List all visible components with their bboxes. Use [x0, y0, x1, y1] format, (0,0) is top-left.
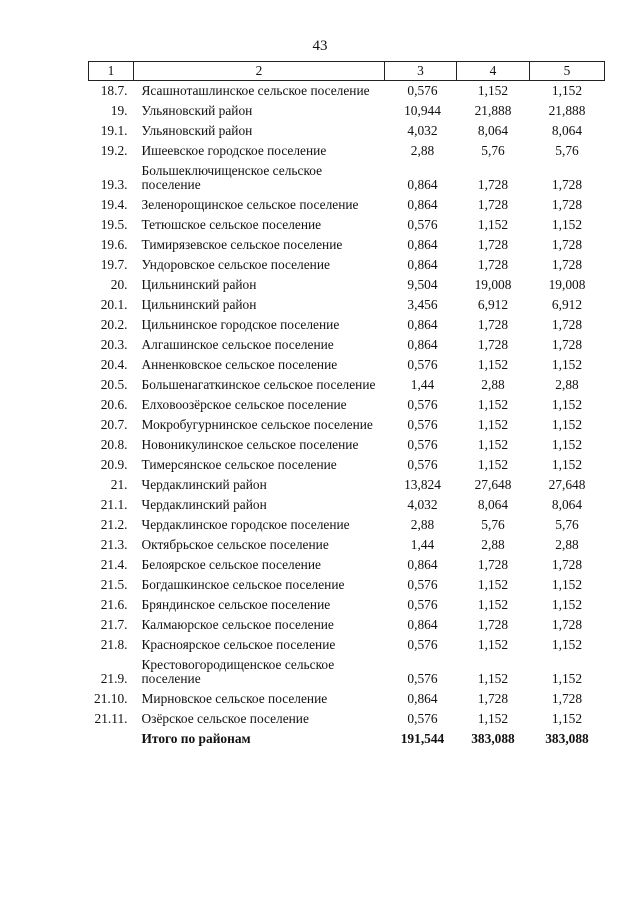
value-col-5: 1,152 — [551, 457, 583, 472]
row-name: Чердаклинский район — [141, 497, 267, 512]
table-row — [89, 595, 605, 615]
value-col-4: 1,152 — [477, 671, 509, 686]
table-row — [89, 195, 605, 215]
row-name: Мирновское сельское поселение — [141, 691, 328, 706]
value-col-3: 0,576 — [407, 417, 438, 432]
value-col-3: 0,576 — [407, 457, 438, 472]
value-col-4: 8,064 — [477, 123, 509, 138]
total-col-3: 191,544 — [400, 731, 445, 746]
row-name: Елховоозёрское сельское поселение — [141, 397, 347, 412]
table-row — [89, 455, 605, 475]
row-name: Ишеевское городское поселение — [141, 143, 327, 158]
row-number: 20.6. — [100, 397, 128, 412]
row-number: 21.11. — [94, 711, 128, 726]
row-number: 20.2. — [100, 317, 128, 332]
total-col-4: 383,088 — [471, 731, 515, 746]
table-row — [89, 375, 605, 395]
row-name: Новоникулинское сельское поселение — [141, 437, 359, 452]
value-col-3: 0,576 — [407, 217, 438, 232]
row-number: 20.1. — [100, 297, 128, 312]
column-header: 5 — [530, 62, 605, 81]
table-row — [89, 235, 605, 255]
value-col-5: 1,728 — [551, 257, 583, 272]
value-col-4: 8,064 — [477, 497, 509, 512]
value-col-5: 27,648 — [548, 477, 586, 492]
table-row — [89, 555, 605, 575]
value-col-5: 1,728 — [551, 177, 583, 192]
budget-table — [88, 61, 605, 749]
table-row — [89, 475, 605, 495]
value-col-5: 1,728 — [551, 237, 583, 252]
value-col-3: 4,032 — [407, 123, 438, 138]
table-row — [89, 435, 605, 455]
row-name: Ульяновский район — [141, 123, 253, 138]
table-row — [89, 655, 605, 689]
value-col-3: 2,88 — [410, 143, 435, 158]
value-col-3: 0,864 — [407, 317, 438, 332]
value-col-5: 6,912 — [551, 297, 583, 312]
value-col-5: 1,152 — [551, 671, 583, 686]
row-number: 20.9. — [100, 457, 128, 472]
value-col-5: 1,728 — [551, 337, 583, 352]
table-row — [89, 395, 605, 415]
value-col-3: 9,504 — [407, 277, 438, 292]
row-number: 19.2. — [100, 143, 128, 158]
value-col-3: 0,576 — [407, 437, 438, 452]
total-col-5: 383,088 — [545, 731, 589, 746]
value-col-5: 5,76 — [555, 143, 579, 158]
value-col-5: 1,152 — [551, 577, 583, 592]
row-name: Тимерсянское сельское поселение — [141, 457, 337, 472]
table-row — [89, 415, 605, 435]
page-number: 43 — [312, 38, 328, 54]
value-col-3: 4,032 — [407, 497, 438, 512]
table-row — [89, 689, 605, 709]
row-number: 20.7. — [100, 417, 128, 432]
row-number: 19.6. — [100, 237, 128, 252]
row-name: Богдашкинское сельское поселение — [141, 577, 345, 592]
value-col-4: 1,728 — [477, 337, 509, 352]
row-name: Зеленорощинское сельское поселение — [141, 197, 359, 212]
table-row — [89, 215, 605, 235]
value-col-3: 0,864 — [407, 257, 438, 272]
value-col-4: 21,888 — [474, 103, 512, 118]
row-number: 21. — [110, 477, 128, 492]
value-col-3: 3,456 — [407, 297, 438, 312]
table-row — [89, 101, 605, 121]
row-name: Белоярское сельское поселение — [141, 557, 321, 572]
value-col-4: 1,152 — [477, 397, 509, 412]
table-row — [89, 535, 605, 555]
value-col-5: 2,88 — [555, 537, 579, 552]
value-col-4: 1,152 — [477, 437, 509, 452]
row-number: 21.4. — [100, 557, 128, 572]
row-name: Ундоровское сельское поселение — [141, 257, 330, 272]
table-row — [89, 575, 605, 595]
value-col-3: 0,576 — [407, 671, 438, 686]
value-col-4: 1,152 — [477, 637, 509, 652]
row-name: Ульяновский район — [141, 103, 253, 118]
value-col-5: 5,76 — [555, 517, 579, 532]
total-row-number — [89, 729, 134, 749]
value-col-4: 1,152 — [477, 217, 509, 232]
table-row — [89, 121, 605, 141]
value-col-3: 0,864 — [407, 337, 438, 352]
value-col-4: 1,728 — [477, 617, 509, 632]
value-col-4: 1,728 — [477, 237, 509, 252]
row-name: Чердаклинский район — [141, 477, 267, 492]
row-number: 21.6. — [100, 597, 128, 612]
value-col-4: 5,76 — [481, 517, 505, 532]
value-col-5: 1,152 — [551, 637, 583, 652]
row-number: 18.7. — [100, 83, 128, 98]
table-row — [89, 615, 605, 635]
row-name: Анненковское сельское поселение — [141, 357, 338, 372]
row-number: 19.1. — [100, 123, 128, 138]
value-col-4: 1,152 — [477, 597, 509, 612]
value-col-5: 1,152 — [551, 417, 583, 432]
value-col-3: 0,576 — [407, 637, 438, 652]
table-row — [89, 355, 605, 375]
value-col-4: 19,008 — [474, 277, 512, 292]
column-header: 4 — [457, 62, 530, 81]
row-number: 19.3. — [100, 177, 128, 192]
row-name: Большеключищенское сельское поселение — [141, 163, 323, 192]
table-header — [89, 62, 605, 81]
row-name: Тимирязевское сельское поселение — [141, 237, 343, 252]
row-name: Крестовогородищенское сельское поселение — [141, 657, 335, 686]
table-row — [89, 709, 605, 729]
column-header: 2 — [134, 62, 385, 81]
value-col-3: 13,824 — [404, 477, 441, 492]
row-number: 20.4. — [100, 357, 128, 372]
row-number: 20. — [110, 277, 128, 292]
row-number: 19.5. — [100, 217, 128, 232]
row-name: Бряндинское сельское поселение — [141, 597, 331, 612]
value-col-4: 1,728 — [477, 197, 509, 212]
column-header: 3 — [385, 62, 457, 81]
table-body — [89, 81, 605, 750]
value-col-4: 1,728 — [477, 317, 509, 332]
value-col-4: 1,152 — [477, 577, 509, 592]
value-col-4: 2,88 — [481, 377, 505, 392]
row-number: 21.1. — [100, 497, 128, 512]
value-col-3: 0,864 — [407, 617, 438, 632]
table-row — [89, 161, 605, 195]
value-col-4: 5,76 — [481, 143, 505, 158]
value-col-4: 1,728 — [477, 557, 509, 572]
table-row — [89, 141, 605, 161]
value-col-4: 1,152 — [477, 83, 509, 98]
row-number: 20.3. — [100, 337, 128, 352]
row-name: Ясашноташлинское сельское поселение — [141, 83, 370, 98]
row-name: Цильнинский район — [141, 297, 257, 312]
value-col-5: 1,152 — [551, 437, 583, 452]
row-number: 19. — [110, 103, 128, 118]
row-name: Чердаклинское городское поселение — [141, 517, 350, 532]
total-label: Итого по районам — [141, 731, 251, 746]
value-col-4: 1,728 — [477, 257, 509, 272]
value-col-5: 1,728 — [551, 691, 583, 706]
value-col-3: 1,44 — [410, 537, 435, 552]
value-col-5: 1,728 — [551, 197, 583, 212]
value-col-5: 8,064 — [551, 123, 583, 138]
row-name: Мокробугурнинское сельское поселение — [141, 417, 373, 432]
row-name: Октябрьское сельское поселение — [141, 537, 329, 552]
row-number: 21.2. — [100, 517, 128, 532]
value-col-3: 0,576 — [407, 83, 438, 98]
table-row — [89, 335, 605, 355]
value-col-4: 1,152 — [477, 457, 509, 472]
value-col-4: 27,648 — [474, 477, 512, 492]
table-row — [89, 255, 605, 275]
row-number: 19.7. — [100, 257, 128, 272]
row-number: 20.5. — [100, 377, 128, 392]
value-col-5: 1,152 — [551, 217, 583, 232]
value-col-5: 2,88 — [555, 377, 579, 392]
value-col-5: 1,152 — [551, 397, 583, 412]
value-col-3: 0,576 — [407, 597, 438, 612]
value-col-3: 0,576 — [407, 577, 438, 592]
table-row — [89, 515, 605, 535]
value-col-4: 1,152 — [477, 711, 509, 726]
value-col-5: 21,888 — [548, 103, 586, 118]
value-col-3: 0,576 — [407, 711, 438, 726]
value-col-3: 0,864 — [407, 237, 438, 252]
value-col-5: 1,728 — [551, 557, 583, 572]
value-col-5: 1,728 — [551, 617, 583, 632]
value-col-3: 1,44 — [410, 377, 435, 392]
value-col-5: 8,064 — [551, 497, 583, 512]
row-name: Красноярское сельское поселение — [141, 637, 336, 652]
value-col-4: 1,728 — [477, 691, 509, 706]
value-col-5: 1,152 — [551, 711, 583, 726]
row-number: 20.8. — [100, 437, 128, 452]
table-row — [89, 495, 605, 515]
value-col-3: 0,576 — [407, 397, 438, 412]
value-col-3: 10,944 — [404, 103, 441, 118]
value-col-3: 0,864 — [407, 177, 438, 192]
row-name: Большенагаткинское сельское поселение — [141, 377, 376, 392]
value-col-5: 1,152 — [551, 83, 583, 98]
row-name: Цильнинское городское поселение — [141, 317, 340, 332]
row-number: 21.5. — [100, 577, 128, 592]
value-col-4: 1,152 — [477, 417, 509, 432]
row-number: 21.8. — [100, 637, 128, 652]
value-col-5: 1,728 — [551, 317, 583, 332]
row-number: 21.7. — [100, 617, 128, 632]
table-row — [89, 315, 605, 335]
value-col-4: 1,728 — [477, 177, 509, 192]
value-col-4: 6,912 — [477, 297, 509, 312]
value-col-5: 19,008 — [548, 277, 586, 292]
table-row — [89, 295, 605, 315]
row-name: Цильнинский район — [141, 277, 257, 292]
value-col-4: 2,88 — [481, 537, 505, 552]
row-number: 21.3. — [100, 537, 128, 552]
row-name: Алгашинское сельское поселение — [141, 337, 334, 352]
value-col-3: 0,864 — [407, 197, 438, 212]
column-header: 1 — [89, 62, 134, 81]
value-col-3: 2,88 — [410, 517, 435, 532]
row-name: Озёрское сельское поселение — [141, 711, 309, 726]
value-col-5: 1,152 — [551, 357, 583, 372]
value-col-4: 1,152 — [477, 357, 509, 372]
table-row — [89, 275, 605, 295]
table-row — [89, 81, 605, 102]
row-name: Калмаюрское сельское поселение — [141, 617, 334, 632]
value-col-3: 0,864 — [407, 557, 438, 572]
row-number: 19.4. — [100, 197, 128, 212]
value-col-5: 1,152 — [551, 597, 583, 612]
row-name: Тетюшское сельское поселение — [141, 217, 322, 232]
row-number: 21.9. — [100, 671, 128, 686]
value-col-3: 0,864 — [407, 691, 438, 706]
row-number: 21.10. — [94, 691, 128, 706]
value-col-3: 0,576 — [407, 357, 438, 372]
table-row — [89, 635, 605, 655]
total-row — [89, 729, 605, 749]
